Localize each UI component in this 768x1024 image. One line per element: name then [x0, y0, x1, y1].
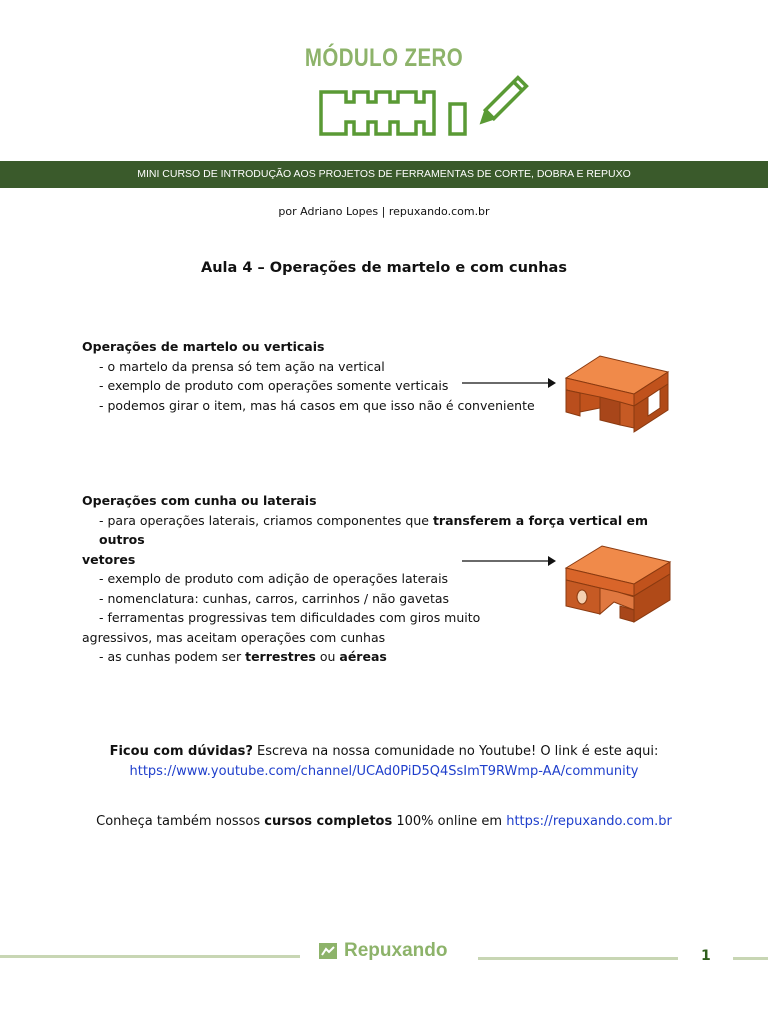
banner-text: MINI CURSO DE INTRODUÇÃO AOS PROJETOS DE FERRAMENTAS DE CORTE, DOBRA E REPUXO [137, 168, 631, 180]
section1-heading: Operações de martelo ou verticais [82, 339, 325, 354]
arrow-icon [462, 555, 557, 567]
section2-item-continued: agressivos, mas aceitam operações com cunhas [82, 629, 386, 645]
lesson-title: Aula 4 – Operações de martelo e com cunhas [201, 260, 567, 276]
footer-divider [478, 957, 678, 960]
byline: por Adriano Lopes | repuxando.com.br [278, 205, 490, 218]
footer-divider [733, 957, 768, 960]
help-text: Ficou com dúvidas? Escreva na nossa comunidade no Youtube! O link é este aqui: [109, 744, 659, 759]
section2-item: - para operações laterais, criamos componentes que transferem a força vertical em outros [99, 512, 649, 547]
page-number: 1 [701, 948, 711, 964]
section2-heading: Operações com cunha ou laterais [82, 493, 317, 508]
section2-item: - nomenclatura: cunhas, carros, carrinhos / não gavetas [99, 590, 450, 606]
footer-divider [0, 955, 300, 958]
courses-section: Conheça também nossos cursos completos 100% online em https://repuxando.com.br [96, 814, 672, 829]
help-section [0, 742, 768, 782]
repuxando-logo-icon [318, 942, 338, 960]
section2-item: - ferramentas progressivas tem dificuldades com giros muito [99, 610, 481, 625]
section2-item: - exemplo de produto com adição de operações laterais [99, 571, 449, 586]
section1-item: - o martelo da prensa só tem ação na vertical [99, 358, 385, 374]
section1-item: - podemos girar o item, mas há casos em que isso não é conveniente [99, 397, 535, 413]
youtube-community-link[interactable]: https://www.youtube.com/channel/UCAd0PiD5Q4SsImT9RWmp-AA/community [129, 764, 639, 779]
section2-item-continued: vetores [82, 551, 136, 567]
modulo-zero-logo-icon [318, 66, 548, 146]
repuxando-site-link[interactable]: https://repuxando.com.br [506, 814, 672, 829]
section2-item: - as cunhas podem ser terrestres ou aéreas [99, 649, 387, 664]
vertical-bracket-part-image [560, 350, 675, 440]
section1-item: - exemplo de produto com operações somente verticais [99, 378, 449, 393]
wedge-bracket-part-image [560, 540, 678, 632]
arrow-icon [462, 377, 557, 389]
footer-brand: Repuxando [344, 940, 448, 961]
brand-title: MÓDULO ZERO [304, 44, 464, 72]
